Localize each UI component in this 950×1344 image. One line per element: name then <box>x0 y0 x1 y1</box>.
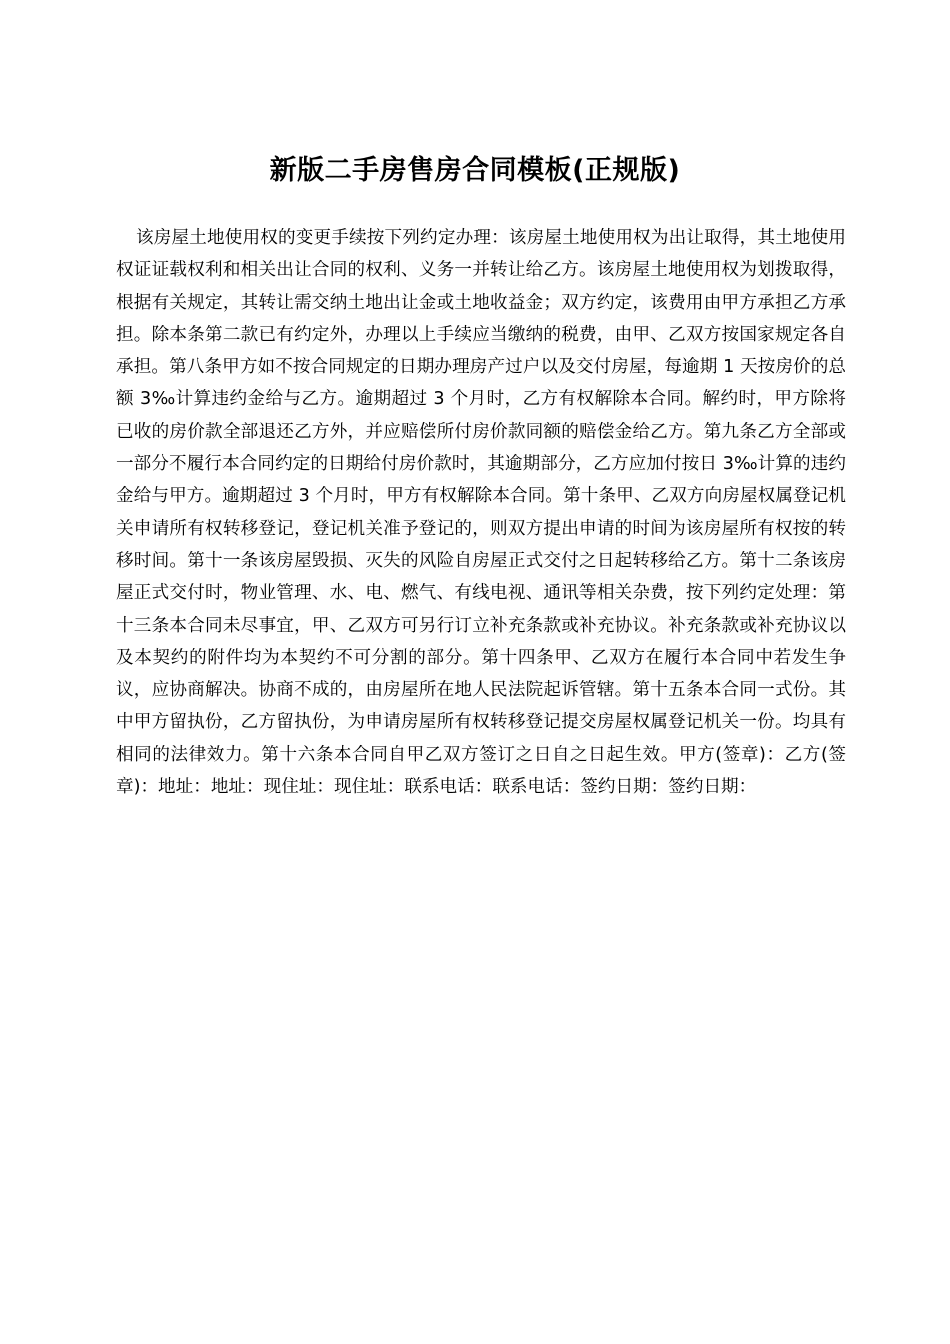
document-title: 新版二手房售房合同模板(正规版) <box>269 155 681 187</box>
document-body-paragraph: 该房屋土地使用权的变更手续按下列约定办理：该房屋土地使用权为出让取得，其土地使用权证证载权利和相关出让合同的权利、义务一并转让给乙方。该房屋土地使用权为划拨取得，根据有关规定，其转让需交纳土地出让金或土地收益金；双方约定，该费用由甲方承担乙方承担。除本条第二款已有约定外，办理以上手续应当缴纳的税费，由甲、乙双方按国家规定各自承担。第八条甲方如不按合同规定的日期办理房产过户以及交付房屋，每逾期 1 天按房价的总额 3‰计算违约金给与乙方。逾期超过 3 个月时，乙方有权解除本合同。解约时，甲方除将已收的房价款全部退还乙方外，并应赔偿所付房价款同额的赔偿金给乙方。第九条乙方全部或一部分不履行本合同约定的日期给付房价款时，其逾期部分，乙方应加付按日 3‰计算的违约金给与甲方。逾期超过 3 个月时，甲方有权解除本合同。第十条甲、乙双方向房屋权属登记机关申请所有权转移登记，登记机关准予登记的，则双方提出申请的时间为该房屋所有权按的转移时间。第十一条该房屋毁损、灭失的风险自房屋正式交付之日起转移给乙方。第十二条该房屋正式交付时，物业管理、水、电、燃气、有线电视、通讯等相关杂费，按下列约定处理：第十三条本合同未尽事宜，甲、乙双方可另行订立补充条款或补充协议。补充条款或补充协议以及本契约的附件均为本契约不可分割的部分。第十四条甲、乙双方在履行本合同中若发生争议，应协商解决。协商不成的，由房屋所在地人民法院起诉管辖。第十五条本合同一式份。其中甲方留执份，乙方留执份，为申请房屋所有权转移登记提交房屋权属登记机关一份。均具有相同的法律效力。第十六条本合同自甲乙双方签订之日自之日起生效。甲方(签章)：乙方(签章)：地址：地址：现住址：现住址：联系电话：联系电话：签约日期：签约日期： <box>116 228 846 798</box>
